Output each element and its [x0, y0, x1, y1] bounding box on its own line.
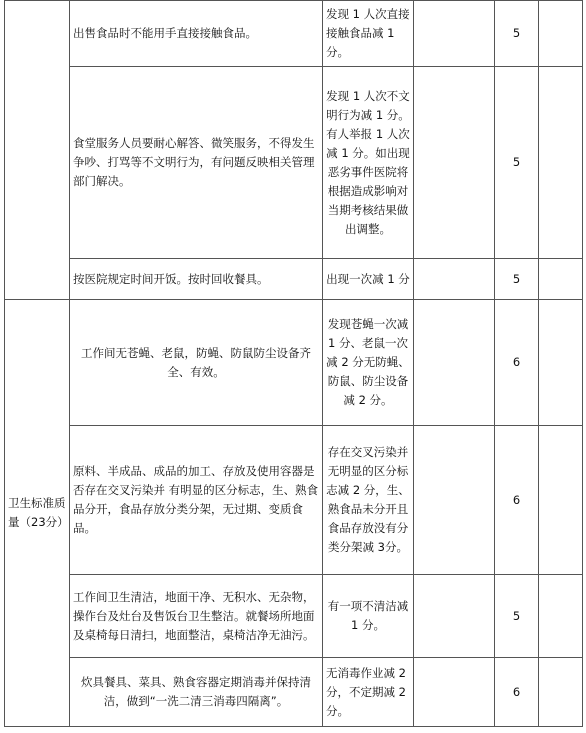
- points-cell: 6: [495, 426, 539, 575]
- requirement-cell: 炊具餐具、菜具、熟食容器定期消毒并保持清洁，做到“一洗二清三消毒四隔离”。: [70, 658, 323, 727]
- deduction-cell: 发现 1 人次直接接触食品减 1分。: [323, 1, 414, 67]
- table-row: [5, 426, 583, 575]
- blank-cell: [414, 259, 495, 300]
- deduction-cell: 存在交叉污染并无明显的区分标志减 2 分，生、熟食品未分开且食品存放没有分类分架减 3分。: [323, 426, 414, 575]
- table-row: [5, 259, 583, 300]
- requirement-cell: 食堂服务人员要耐心解答、微笑服务，不得发生争吵、打骂等不文明行为，有问题反映相关管理部门解决。: [70, 67, 323, 259]
- category-cell: 卫生标准质量（23分）: [5, 300, 70, 727]
- deduction-cell: 发现苍蝇一次减 1 分、老鼠一次减 2 分无防蝇、防鼠、防尘设备减 2 分。: [323, 300, 414, 426]
- requirement-cell: 原料、半成品、成品的加工、存放及使用容器是否存在交叉污染并 有明显的区分标志，生、熟食品分开，食品存放分类分架，无过期、变质食品。: [70, 426, 323, 575]
- requirement-cell: 按医院规定时间开饭。按时回收餐具。: [70, 259, 323, 300]
- table-row: [5, 575, 583, 658]
- blank-cell: [539, 426, 583, 575]
- deduction-cell: 有一项不清洁减 1 分。: [323, 575, 414, 658]
- blank-cell: [414, 67, 495, 259]
- points-cell: 5: [495, 259, 539, 300]
- category-cell: [5, 1, 70, 300]
- blank-cell: [414, 658, 495, 727]
- table-row: [5, 1, 583, 67]
- table-row: [5, 658, 583, 727]
- blank-cell: [414, 426, 495, 575]
- points-cell: 6: [495, 658, 539, 727]
- deduction-cell: 无消毒作业减 2 分，不定期减 2 分。: [323, 658, 414, 727]
- blank-cell: [539, 300, 583, 426]
- points-cell: 5: [495, 1, 539, 67]
- points-cell: 5: [495, 575, 539, 658]
- requirement-cell: 工作间卫生清洁，地面干净、无积水、无杂物，操作台及灶台及售饭台卫生整洁。就餐场所地面及桌椅每日清扫，地面整洁，桌椅洁净无油污。: [70, 575, 323, 658]
- blank-cell: [539, 575, 583, 658]
- points-cell: 6: [495, 300, 539, 426]
- table-row: [5, 300, 583, 426]
- deduction-cell: 出现一次减 1 分: [323, 259, 414, 300]
- blank-cell: [539, 658, 583, 727]
- requirement-cell: 工作间无苍蝇、老鼠，防蝇、防鼠防尘设备齐全、有效。: [70, 300, 323, 426]
- table-row: [5, 67, 583, 259]
- deduction-cell: 发现 1 人次不文明行为减 1 分。有人举报 1 人次减 1 分。如出现恶劣事件医院将根据造成影响对当期考核结果做出调整。: [323, 67, 414, 259]
- blank-cell: [539, 67, 583, 259]
- blank-cell: [539, 259, 583, 300]
- blank-cell: [539, 1, 583, 67]
- scoring-table: [4, 0, 583, 727]
- requirement-cell: 出售食品时不能用手直接接触食品。: [70, 1, 323, 67]
- blank-cell: [414, 1, 495, 67]
- blank-cell: [414, 300, 495, 426]
- blank-cell: [414, 575, 495, 658]
- points-cell: 5: [495, 67, 539, 259]
